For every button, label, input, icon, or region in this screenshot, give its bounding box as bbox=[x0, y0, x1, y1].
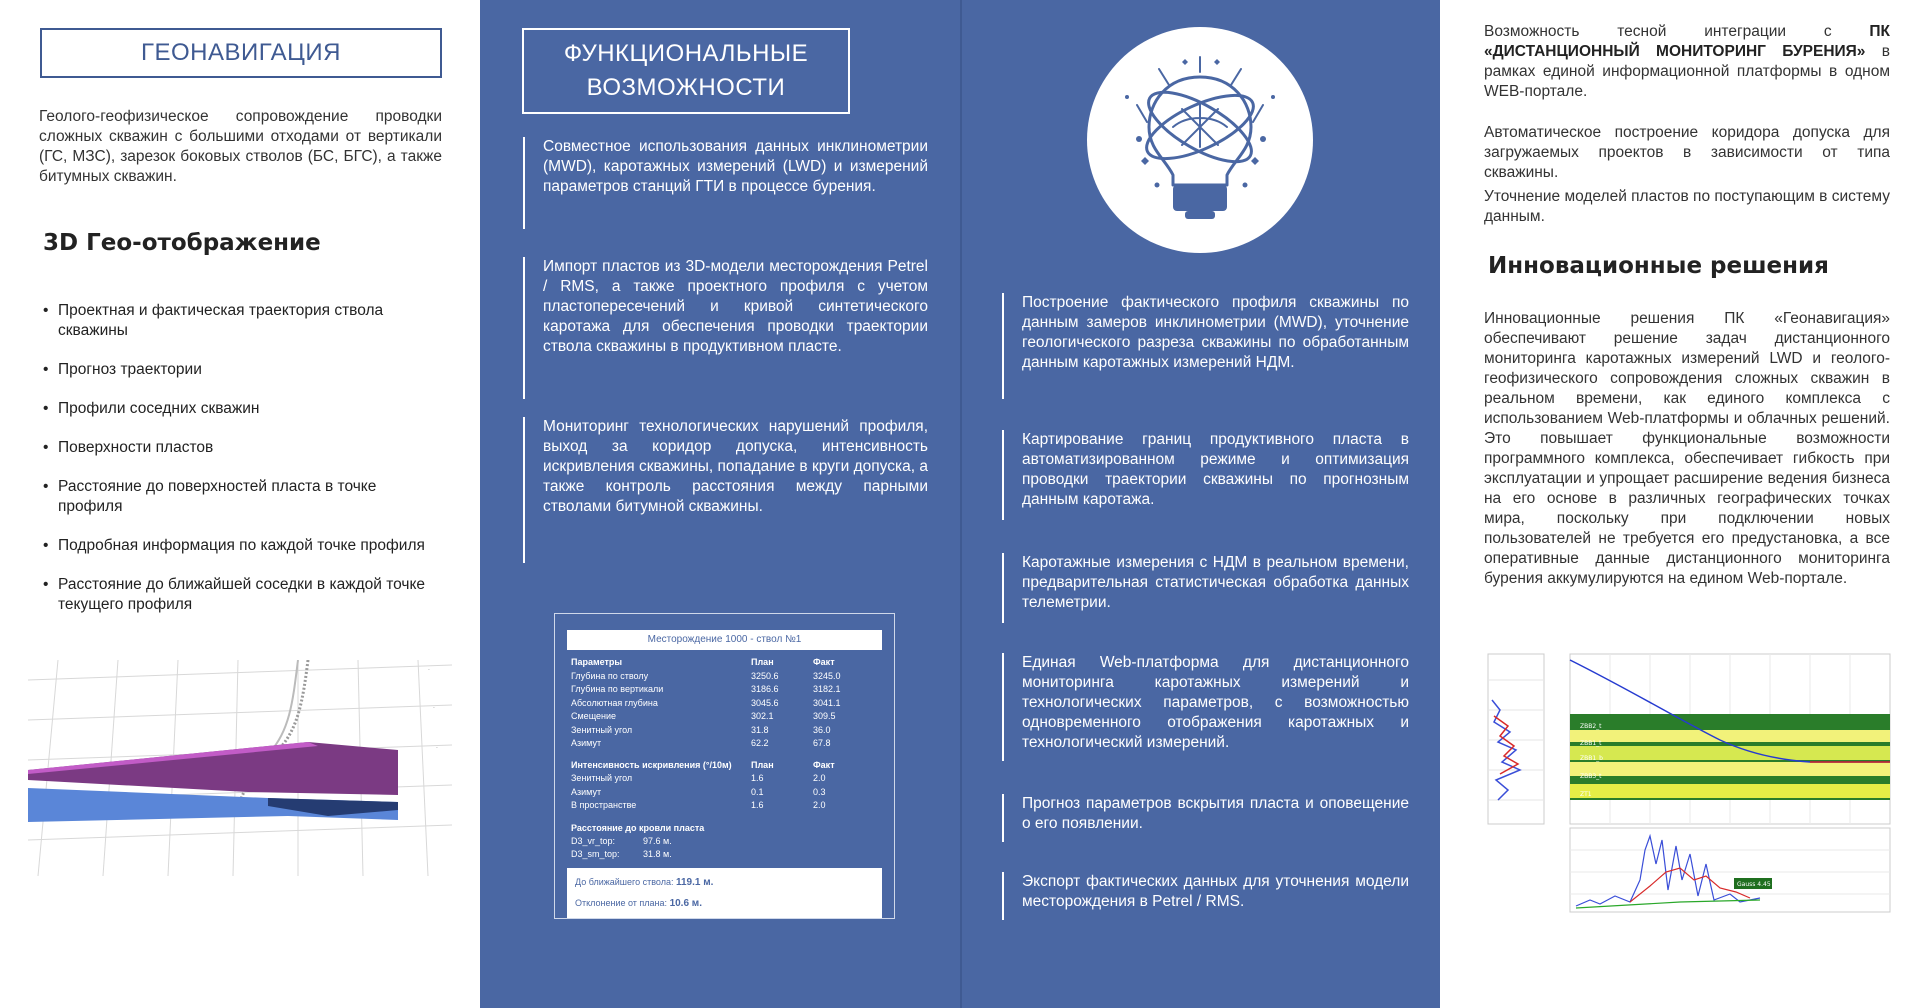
layer-label: ZBB1_b bbox=[1580, 755, 1603, 762]
cell: 0.3 bbox=[813, 786, 826, 797]
table-row bbox=[567, 759, 882, 773]
card-header-param: Параметры bbox=[571, 657, 623, 667]
innovation-heading: Инновационные решения bbox=[1488, 253, 1829, 279]
table-row bbox=[567, 670, 882, 684]
deviation-value: 10.6 м. bbox=[669, 897, 702, 909]
functional-block-3: Мониторинг технологических нарушений профиля, выход за коридор допуска, интенсивность искривления скважины, попадание в круги допуска, а также контроль расстояния между парными стволами битумной скважины. bbox=[523, 417, 928, 563]
cell: 67.8 bbox=[813, 738, 831, 748]
intensity-header-plan: План bbox=[751, 759, 774, 770]
cell: Глубина по вертикали bbox=[571, 684, 664, 694]
log-charts-visualization bbox=[1480, 650, 1896, 916]
cell: Смещение bbox=[571, 711, 617, 721]
svg-text:·: · bbox=[428, 667, 430, 674]
cell: 31.8 bbox=[751, 724, 769, 735]
capability-block-6: Экспорт фактических данных для уточнения модели месторождения в Petrel / RMS. bbox=[1002, 872, 1409, 920]
cell: В пространстве bbox=[571, 800, 637, 810]
functional-title bbox=[522, 28, 850, 114]
corridor-text: Автоматическое построение коридора допуска для загружаемых проектов в зависимости от типа скважины. bbox=[1484, 124, 1890, 181]
integration-product-name: ПК «ДИСТАНЦИОННЫЙ МОНИТОРИНГ БУРЕНИЯ» bbox=[1484, 23, 1890, 60]
cell: 309.5 bbox=[813, 711, 836, 721]
cell: Азимут bbox=[571, 738, 602, 748]
cell: Азимут bbox=[571, 786, 602, 797]
cell: D3_vr_top: bbox=[571, 835, 616, 846]
cell: 2.0 bbox=[813, 800, 826, 810]
geonavigation-intro: Геолого-геофизическое сопровождение проводки сложных скважин с большими отходами от вертикали (ГС, МЗС), зарезок боковых стволов (БС, БГС), а также битумных скважин. bbox=[39, 108, 442, 185]
table-row bbox=[567, 848, 882, 862]
cell: 97.6 м. bbox=[643, 835, 672, 846]
panel-divider bbox=[960, 0, 962, 1008]
nearest-value: 119.1 м. bbox=[675, 876, 714, 888]
cell: Абсолютная глубина bbox=[571, 697, 658, 708]
cell: 0.1 bbox=[751, 786, 764, 797]
intensity-header: Интенсивность искривления (°/10м) bbox=[571, 759, 732, 770]
capability-block-3: Каротажные измерения с НДМ в реальном времени, предварительная статистическая обработка данных телеметрии. bbox=[1002, 553, 1409, 623]
cell: 3045.6 bbox=[751, 697, 779, 708]
models-text: Уточнение моделей пластов по поступающим в систему данным. bbox=[1484, 188, 1891, 225]
table-row bbox=[567, 656, 882, 670]
cell: 3041.1 bbox=[813, 697, 841, 708]
card-distance-summary: До ближайшего ствола: 119.1 м. Отклонение от плана: 10.6 м. bbox=[567, 868, 882, 918]
cell: 1.6 bbox=[751, 800, 764, 810]
cell: Глубина по стволу bbox=[571, 670, 649, 681]
innovation-text: Инновационные решения ПК «Геонавигация» обеспечивают решение задач дистанционного мониторинга каротажных измерений LWD и геолого-геофизического сопровождения сложных скважин в реальном времени, как единого комплекса с использованием Web-платформы и облачных решений. Это повышает функциональные возможности программного комплекса, обеспечивает гибкость при эксплуатации и упрощает расширение ведения бизнеса на его основе в различных географических точках мира, поскольку при подключении новых пользователей не требуется его предустановка, а все оперативные данные дистанционного мониторинга бурения аккумулируются на едином Web-портале. bbox=[1484, 310, 1890, 587]
card-header-plan: План bbox=[751, 657, 774, 667]
table-row bbox=[567, 710, 882, 724]
cell: 3182.1 bbox=[813, 684, 841, 694]
list-item: • Проектная и фактическая траектория ствола скважины bbox=[58, 301, 438, 341]
list-item: • Расстояние до ближайшей соседки в каждой точке текущего профиля bbox=[58, 575, 438, 615]
geo3d-bullet-list bbox=[58, 301, 438, 634]
integration-text-pre: Возможность тесной интеграции с bbox=[1484, 23, 1870, 40]
functional-block-2: Импорт пластов из 3D-модели месторождения Petrel / RMS, а также проектного профиля с учетом пластопересечений и кривой синтетического каротажа для обеспечения проводки траектории ствола скважины в продуктивном пласте. bbox=[523, 257, 928, 399]
well-info-card bbox=[554, 613, 895, 919]
capability-block-5: Прогноз параметров вскрытия пласта и оповещение о его появлении. bbox=[1002, 794, 1409, 842]
layer-label: ZT1 bbox=[1580, 791, 1592, 798]
geo3d-heading: 3D Гео-отображение bbox=[43, 230, 321, 256]
capability-block-4: Единая Web-платформа для дистанционного мониторинга каротажных измерений и технологических параметров, с возможностью одновременного отображения каротажных и технологический измерений. bbox=[1002, 653, 1409, 761]
list-item: • Прогноз траектории bbox=[58, 360, 438, 380]
cell: 2.0 bbox=[813, 773, 826, 783]
table-row bbox=[567, 835, 882, 849]
cell: 3250.6 bbox=[751, 670, 779, 681]
svg-text:·: · bbox=[436, 745, 438, 752]
layer-label: ZBB3_t bbox=[1580, 773, 1602, 780]
capability-block-1: Построение фактического профиля скважины по данным замеров инклинометрии (MWD), уточнение геологического разреза скважины по обработанным данным каротажных измерений НДМ. bbox=[1002, 293, 1409, 399]
nearest-label: До ближайшего ствола bbox=[575, 876, 671, 887]
table-row bbox=[567, 697, 882, 711]
capability-block-2: Картирование границ продуктивного пласта в автоматизированном режиме и оптимизация проводки траектории скважины по прогнозным данным каротажа. bbox=[1002, 430, 1409, 520]
svg-text:·: · bbox=[433, 705, 435, 712]
cell: 1.6 bbox=[751, 773, 764, 783]
functional-title-line2: ВОЗМОЖНОСТИ bbox=[586, 74, 786, 101]
integration-text-post: в рамках единой информационной платформы в одном WEB-портале. bbox=[1484, 43, 1890, 100]
functional-block-1: Совместное использования данных инклинометрии (MWD), каротажных измерений (LWD) и измерений параметров станций ГТИ в процессе бурения. bbox=[523, 137, 928, 229]
list-item: • Подробная информация по каждой точке профиля bbox=[58, 536, 438, 556]
gauss-label: Gauss 4.45 bbox=[1737, 881, 1771, 888]
lightbulb-icon bbox=[1087, 27, 1313, 253]
list-item: • Профили соседних скважин bbox=[58, 399, 438, 419]
table-row bbox=[567, 683, 882, 697]
card-header-fact: Факт bbox=[813, 657, 835, 667]
layer-label: ZBB1_t bbox=[1580, 740, 1602, 747]
cell: 3245.0 bbox=[813, 670, 841, 681]
card-title: Месторождение 1000 - ствол №1 bbox=[567, 630, 882, 650]
list-item: • Поверхности пластов bbox=[58, 438, 438, 458]
table-row bbox=[567, 724, 882, 738]
table-row bbox=[567, 799, 882, 813]
integration-text bbox=[1484, 22, 1890, 102]
cell: 31.8 м. bbox=[643, 849, 672, 859]
cell: Зенитный угол bbox=[571, 724, 633, 735]
geonavigation-title bbox=[40, 28, 442, 78]
cell: Зенитный угол bbox=[571, 773, 633, 783]
geonavigation-title-text: ГЕОНАВИГАЦИЯ bbox=[140, 39, 341, 66]
cell: D3_sm_top: bbox=[571, 849, 620, 859]
list-item: • Расстояние до поверхностей пласта в точке профиля bbox=[58, 477, 438, 517]
table-row bbox=[567, 786, 882, 800]
layer-label: ZBB2_t bbox=[1580, 723, 1602, 730]
table-row bbox=[567, 772, 882, 786]
cell: 3186.6 bbox=[751, 684, 779, 694]
geo3d-visualization bbox=[28, 660, 452, 876]
intensity-header-fact: Факт bbox=[813, 759, 835, 770]
cell: 36.0 bbox=[813, 724, 831, 735]
roof-distance-header: Расстояние до кровли пласта bbox=[571, 822, 705, 833]
table-row bbox=[567, 737, 882, 751]
functional-title-line1: ФУНКЦИОНАЛЬНЫЕ bbox=[563, 40, 809, 67]
cell: 62.2 bbox=[751, 738, 769, 748]
deviation-label: Отклонение от плана: bbox=[575, 897, 668, 908]
lightbulb-badge bbox=[1087, 27, 1313, 253]
cell: 302.1 bbox=[751, 711, 774, 721]
